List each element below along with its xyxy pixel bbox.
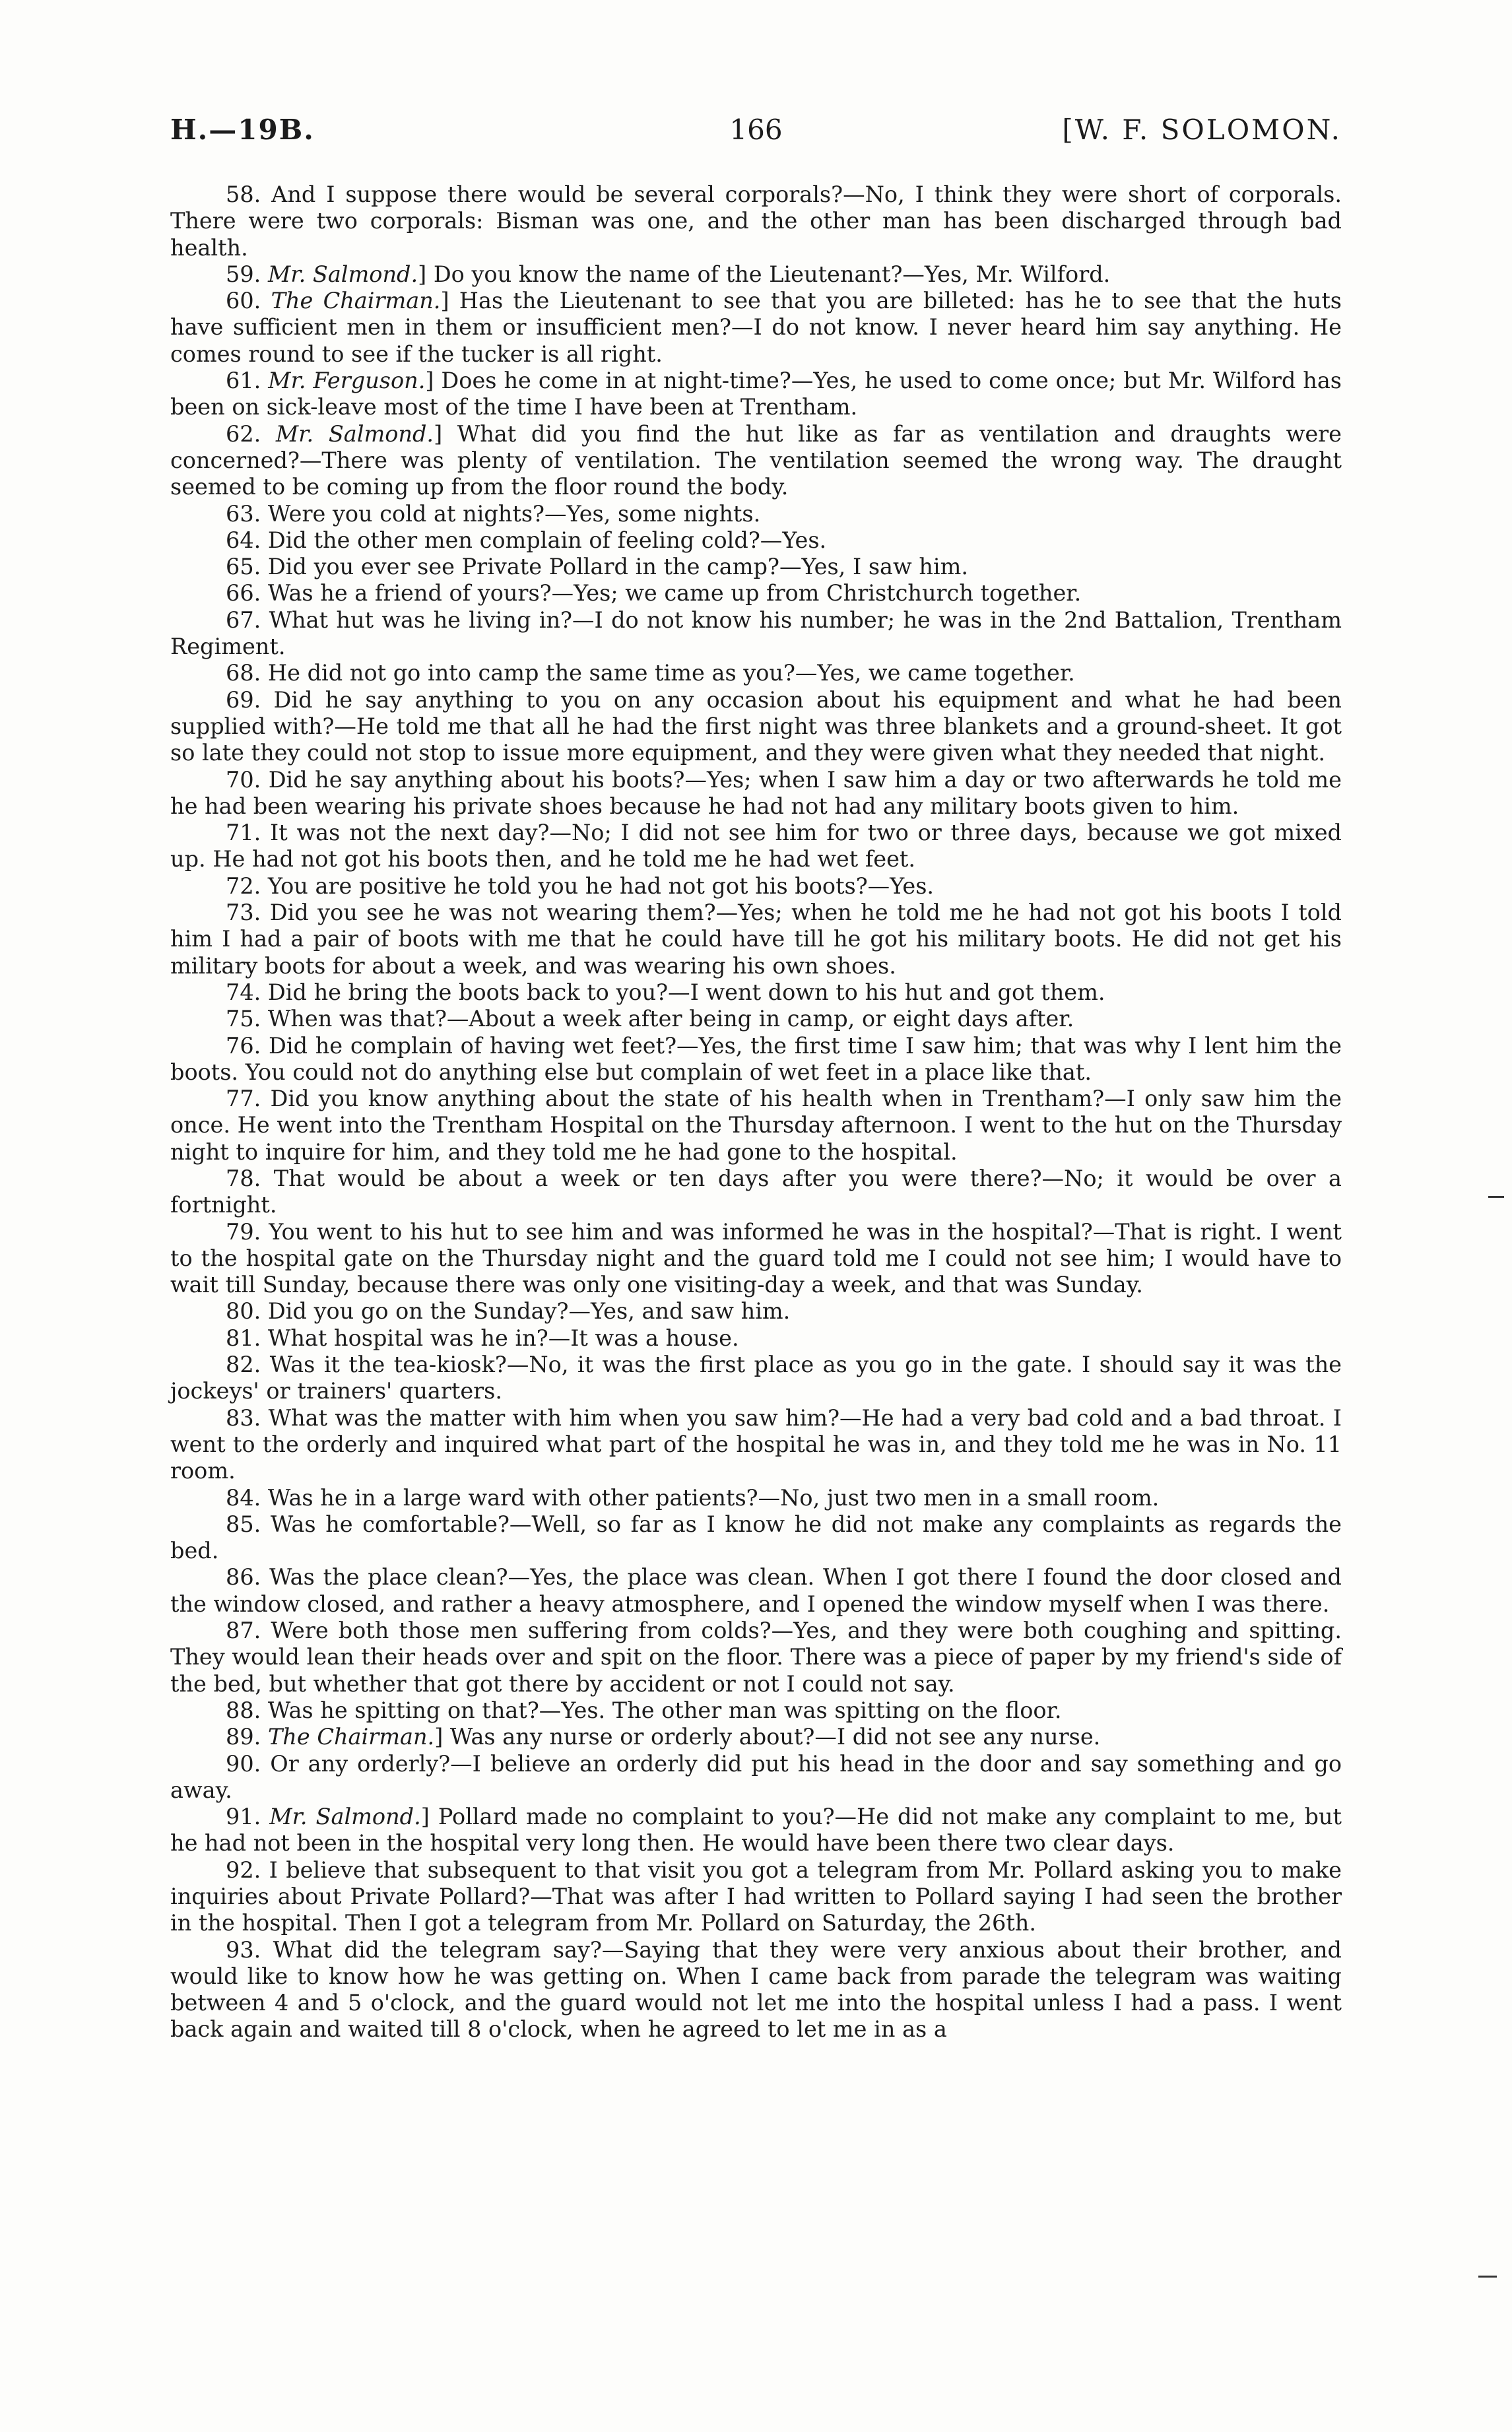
qa-paragraph: 77. Did you know anything about the state of his health when in Trentham?—I only saw him the once. He went into the Trentham Hospital on the Thursday afternoon. I went to the hut on the Thursday night to inquire for him, and they told me he had gone to the hospital. — [170, 1086, 1342, 1165]
qa-paragraph: 82. Was it the tea-kiosk?—No, it was the first place as you go in the gate. I should say it was the jockeys' or trainers' quarters. — [170, 1352, 1342, 1404]
qa-paragraph: 79. You went to his hut to see him and was informed he was in the hospital?—That is right. I went to the hospital gate on the Thursday night and the guard told me I could not see him; I would have to wait till Sunday, because there was only one visiting-day a week, and that was Sunday. — [170, 1218, 1342, 1298]
paragraph-text: ] Do you know the name of the Lieutenant?—Yes, Mr. Wilford. — [418, 261, 1111, 287]
question-number: 59. — [226, 261, 261, 287]
question-number: 89. — [226, 1724, 261, 1750]
qa-paragraph: 69. Did he say anything to you on any occasion about his equipment and what he had been supplied with?—He told me that all he had the first night was three blankets and a ground-sheet. It got so late they could not stop to issue more equipment, and they were given what they needed that night. — [170, 686, 1342, 766]
qa-paragraph — [170, 1724, 1342, 1750]
qa-paragraph: 74. Did he bring the boots back to you?—I went down to his hut and got them. — [226, 979, 1105, 1005]
paragraph-text: ] Was any nurse or orderly about?—I did not see any nurse. — [434, 1724, 1101, 1750]
paragraph-text: ] Pollard made no complaint to you?—He did not make any complaint to me, but he had not been in the hospital very long then. He would have been there two clear days. — [170, 1804, 1342, 1857]
page-header — [170, 114, 1342, 153]
qa-paragraph: 92. I believe that subsequent to that visit you got a telegram from Mr. Pollard asking you to make inquiries about Private Pollard?—That was after I had written to Pollard saying I had seen the brother in the hospital. Then I got a telegram from Mr. Pollard on Saturday, the 26th. — [170, 1857, 1342, 1936]
margin-mark — [1488, 1196, 1504, 1198]
qa-paragraph: 75. When was that?—About a week after being in camp, or eight days after. — [226, 1006, 1074, 1032]
qa-paragraph: 88. Was he spitting on that?—Yes. The other man was spitting on the floor. — [226, 1697, 1062, 1723]
margin-mark — [1478, 2276, 1497, 2278]
qa-paragraph: 83. What was the matter with him when you saw him?—He had a very bad cold and a bad throat. I went to the orderly and inquired what part of the hospital he was in, and they told me he was in No. 11 room. — [170, 1404, 1342, 1484]
qa-paragraph: 78. That would be about a week or ten days after you were there?—No; it would be over a fortnight. — [170, 1165, 1342, 1218]
qa-paragraph: 81. What hospital was he in?—It was a house. — [226, 1325, 739, 1351]
speaker-name: Mr. Ferguson. — [268, 368, 426, 394]
qa-paragraph: 86. Was the place clean?—Yes, the place was clean. When I got there I found the door closed and the window closed, and rather a heavy atmosphere, and I opened the window myself when I was there. — [170, 1564, 1342, 1617]
qa-paragraph: 65. Did you ever see Private Pollard in the camp?—Yes, I saw him. — [226, 554, 969, 580]
qa-paragraph: 68. He did not go into camp the same time as you?—Yes, we came together. — [226, 660, 1075, 686]
qa-paragraph: 64. Did the other men complain of feeling cold?—Yes. — [226, 527, 827, 553]
qa-paragraph — [170, 261, 1342, 288]
speaker-name: The Chairman. — [271, 288, 441, 314]
evidence-text — [170, 181, 1342, 2043]
qa-paragraph: 63. Were you cold at nights?—Yes, some nights. — [226, 500, 761, 527]
speaker-name: Mr. Salmond. — [267, 261, 418, 287]
qa-paragraph: 70. Did he say anything about his boots?—Yes; when I saw him a day or two afterwards he told me he had been wearing his private shoes because he had not had any military boots given to him. — [170, 766, 1342, 819]
qa-paragraph: 76. Did he complain of having wet feet?—Yes, the first time I saw him; that was why I lent him the boots. You could not do anything else but complain of wet feet in a place like that. — [170, 1032, 1342, 1085]
qa-paragraph — [170, 288, 1342, 368]
speaker-name: Mr. Salmond. — [269, 1804, 421, 1830]
qa-paragraph: 93. What did the telegram say?—Saying that they were very anxious about their brother, and would like to know how he was getting on. When I came back from parade the telegram was waiting between 4 and 5 o'clock, and the guard would not let me into the hospital unless I had a pass. I went back again and waited till 8 o'clock, when he agreed to let me in as a — [170, 1936, 1342, 2043]
qa-paragraph: 58. And I suppose there would be several corporals?—No, I think they were short of corporals. There were two corporals: Bisman was one, and the other man has been discharged through bad health. — [170, 181, 1342, 261]
qa-paragraph: 85. Was he comfortable?—Well, so far as I know he did not make any complaints as regards the bed. — [170, 1511, 1342, 1564]
paragraph-text: ] What did you find the hut like as far as ventilation and draughts were concerned?—There was plenty of ventilation. The ventilation seemed the wrong way. The draught seemed to be coming up from the floor round the body. — [170, 420, 1342, 500]
qa-paragraph: 80. Did you go on the Sunday?—Yes, and saw him. — [226, 1298, 791, 1325]
qa-paragraph: 73. Did you see he was not wearing them?—Yes; when he told me he had not got his boots I told him I had a pair of boots with me that he could have till he got his military boots. He did not get his military boots for about a week, and was wearing his own shoes. — [170, 900, 1342, 979]
qa-paragraph: 84. Was he in a large ward with other patients?—No, just two men in a small room. — [226, 1484, 1160, 1511]
qa-paragraph — [170, 1804, 1342, 1857]
question-number: 61. — [226, 368, 261, 394]
speaker-name: Mr. Salmond. — [275, 420, 434, 447]
qa-paragraph: 67. What hut was he living in?—I do not know his number; he was in the 2nd Battalion, Trentham Regiment. — [170, 607, 1342, 660]
paragraph-text: ] Does he come in at night-time?—Yes, he used to come once; but Mr. Wilford has been on sick-leave most of the time I have been at Trentham. — [170, 368, 1342, 420]
paragraph-text: ] Has the Lieutenant to see that you are billeted: has he to see that the huts have sufficient men in them or insufficient men?—I do not know. I never heard him say anything. He comes round to see if the tucker is all right. — [170, 288, 1342, 367]
qa-paragraph — [170, 368, 1342, 421]
question-number: 60. — [226, 288, 261, 314]
qa-paragraph: 71. It was not the next day?—No; I did not see him for two or three days, because we got mixed up. He had not got his boots then, and he told me he had wet feet. — [170, 820, 1342, 872]
qa-paragraph: 72. You are positive he told you he had not got his boots?—Yes. — [226, 872, 935, 899]
speaker-name: The Chairman. — [267, 1724, 435, 1750]
question-number: 91. — [226, 1804, 261, 1830]
question-number: 62. — [226, 420, 261, 447]
document-reference: H.—19B. — [170, 114, 315, 146]
page-number: 166 — [729, 114, 783, 146]
qa-paragraph — [170, 421, 1342, 501]
qa-paragraph: 66. Was he a friend of yours?—Yes; we came up from Christchurch together. — [226, 580, 1082, 607]
qa-paragraph: 87. Were both those men suffering from colds?—Yes, and they were both coughing and spitting. They would lean their heads over and spit on the floor. There was a piece of paper by my friend's side of the bed, but whether that got there by accident or not I could not say. — [170, 1618, 1342, 1697]
witness-name: [ W. F. SOLOMON. — [1062, 114, 1342, 146]
qa-paragraph: 90. Or any orderly?—I believe an orderly did put his head in the door and say something and go away. — [170, 1750, 1342, 1803]
